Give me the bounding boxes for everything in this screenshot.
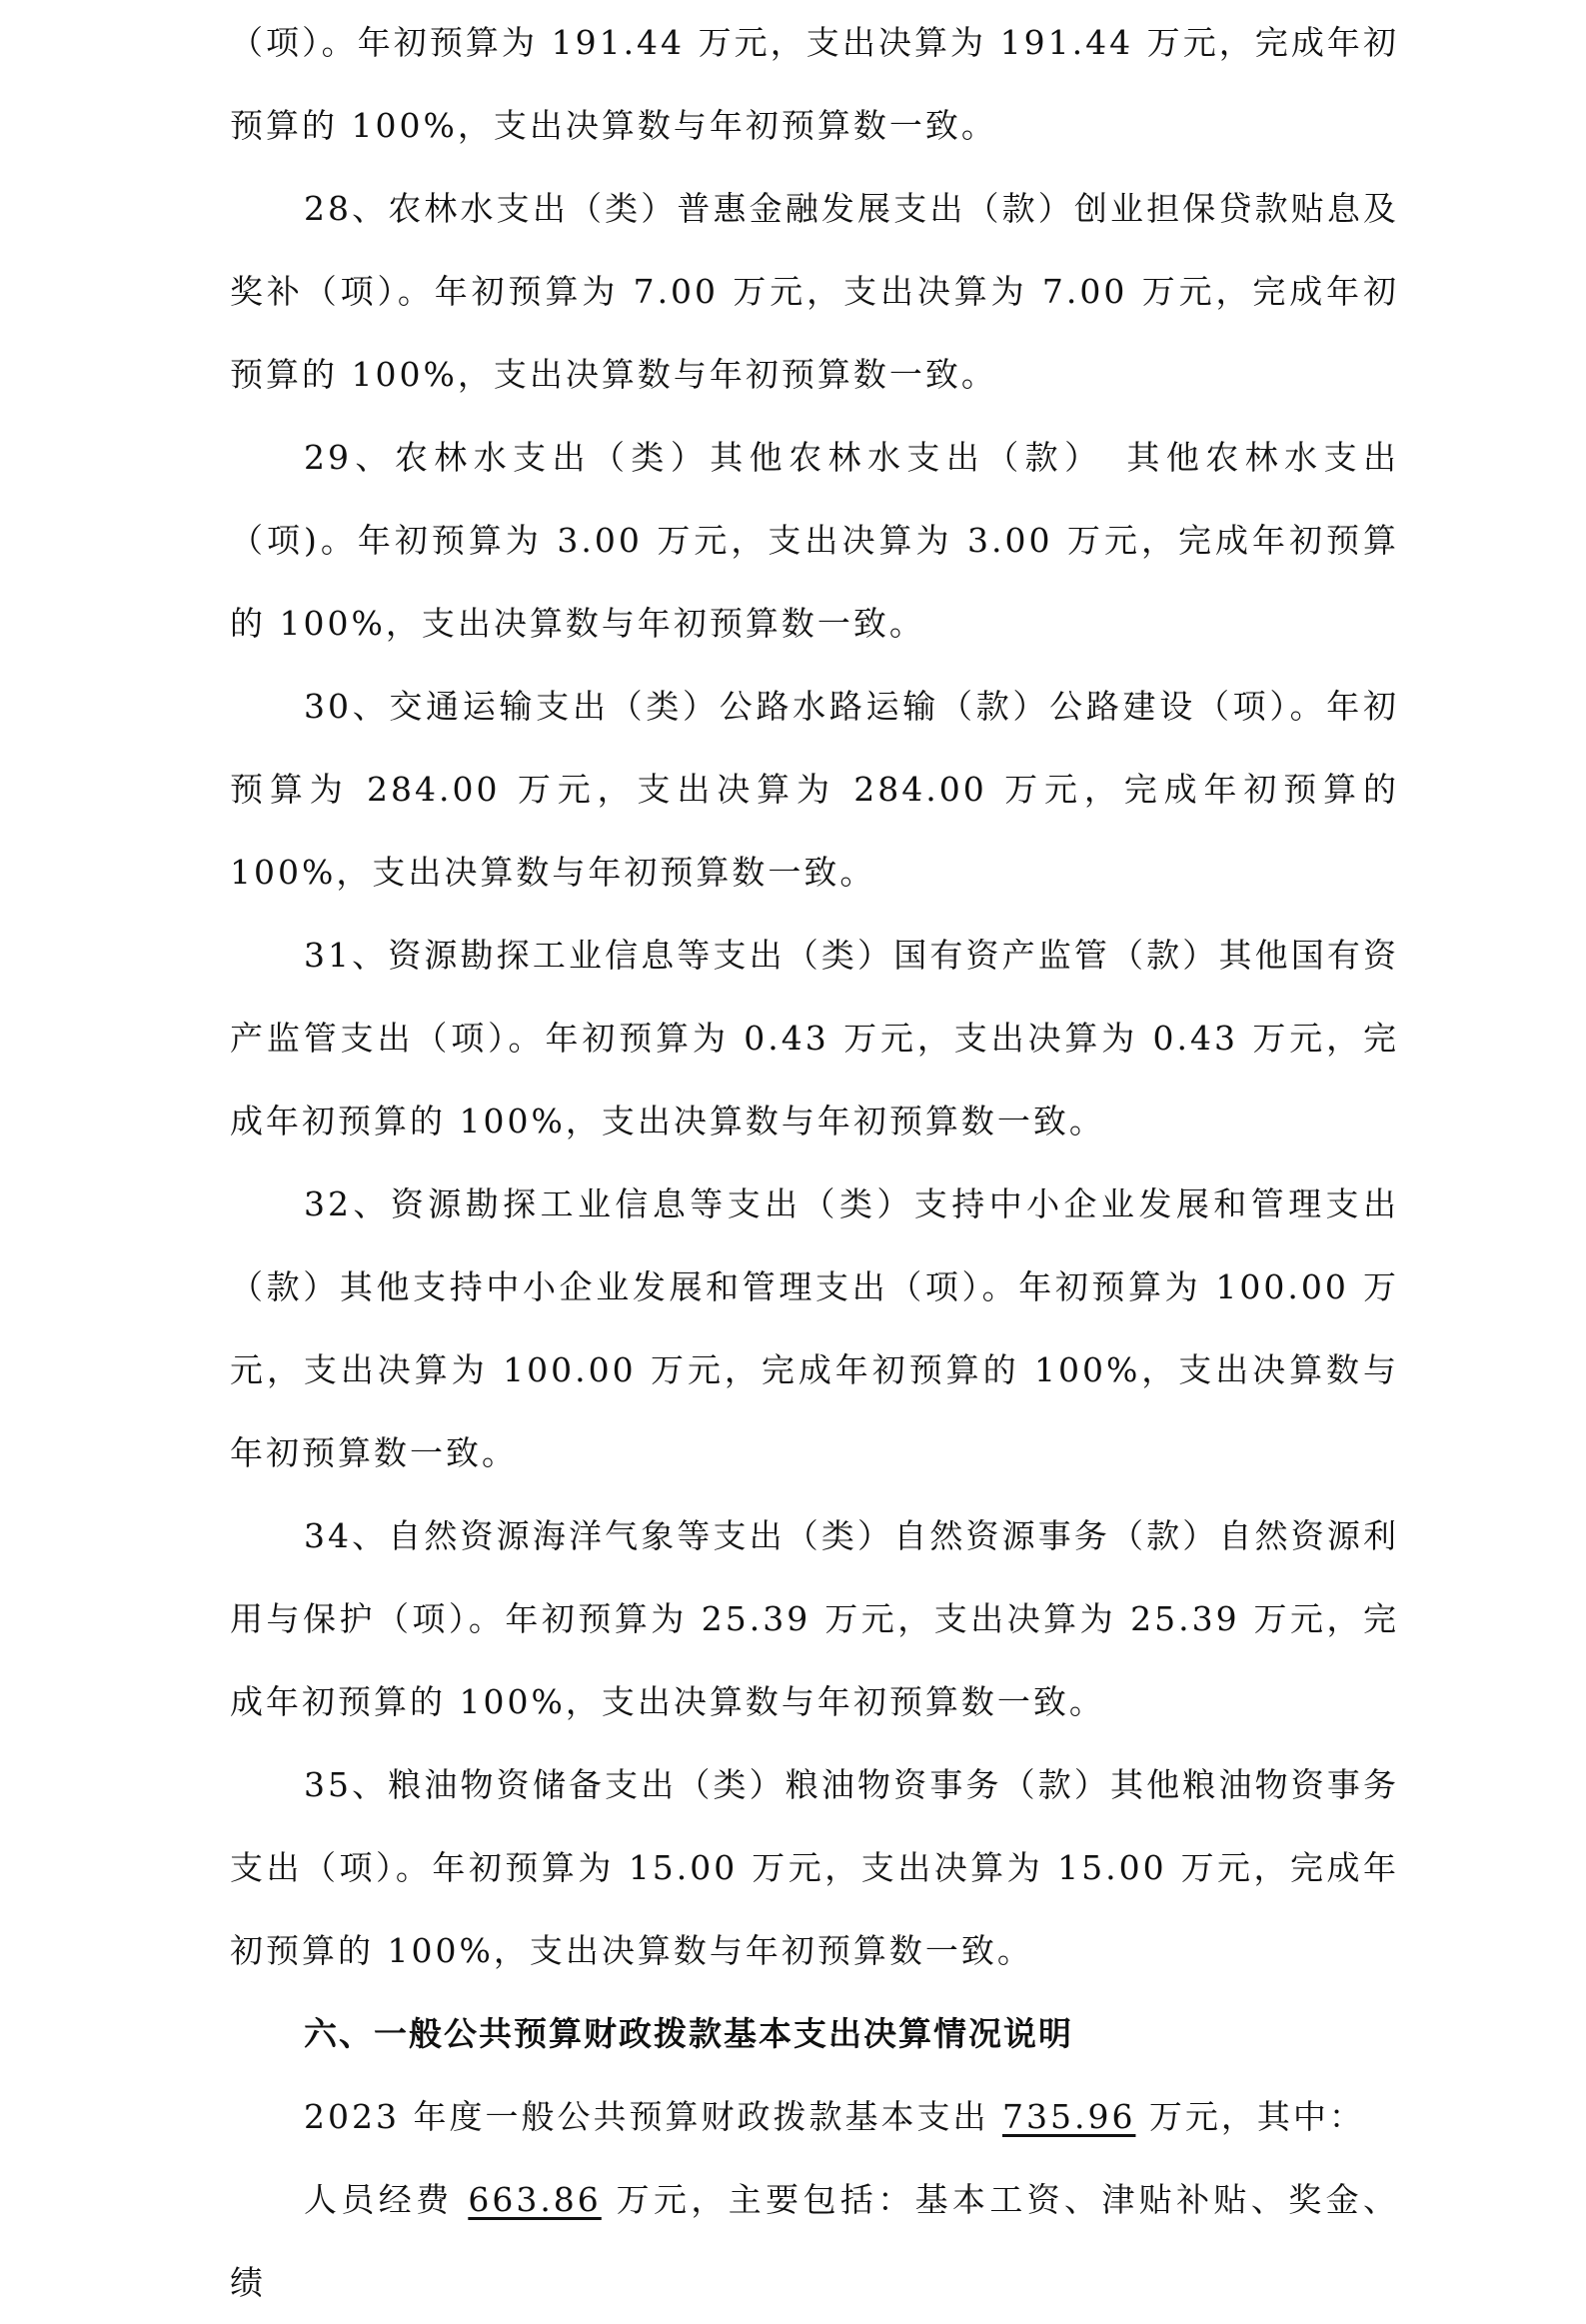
paragraph-30: 30、交通运输支出（类）公路水路运输（款）公路建设（项）。年初预算为 284.00 万元，支出决算为 284.00 万元，完成年初预算的 100%，支出决算数与年初预算数一致。	[230, 687, 1399, 892]
document-page	[230, 0, 1399, 2324]
paragraph-29: 29、农林水支出（类）其他农林水支出（款） 其他农林水支出（项)。年初预算为 3.00 万元，支出决算为 3.00 万元，完成年初预算的 100%，支出决算数与年初预算数一致。	[230, 438, 1399, 643]
paragraph-34: 34、自然资源海洋气象等支出（类）自然资源事务（款）自然资源利用与保护（项）。年初预算为 25.39 万元，支出决算为 25.39 万元，完成年初预算的 100%，支出决算数与年初预算数一致。	[230, 1516, 1399, 1721]
personnel-amount: 663.86	[468, 2180, 602, 2219]
paragraph-28: 28、农林水支出（类）普惠金融发展支出（款）创业担保贷款贴息及奖补（项）。年初预算为 7.00 万元，支出决算为 7.00 万元，完成年初预算的 100%，支出决算数与年初预算数一致。	[230, 189, 1399, 394]
personnel-suffix: 万元，主要包括：基本工资、津贴补贴、奖金、绩	[230, 2180, 1399, 2302]
section-heading: 六、一般公共预算财政拨款基本支出决算情况说明	[304, 2014, 1073, 2053]
personnel-expenditure	[230, 2158, 1399, 2324]
summary-suffix: 万元，其中：	[1135, 2097, 1365, 2136]
summary-prefix: 2023 年度一般公共预算财政拨款基本支出	[304, 2097, 1002, 2136]
paragraph-35: 35、粮油物资储备支出（类）粮油物资事务（款）其他粮油物资事务支出（项）。年初预算为 15.00 万元，支出决算为 15.00 万元，完成年初预算的 100%，支出决算数与年初预算数一致。	[230, 1765, 1399, 1970]
paragraph-31: 31、资源勘探工业信息等支出（类）国有资产监管（款）其他国有资产监管支出（项）。年初预算为 0.43 万元，支出决算为 0.43 万元，完成年初预算的 100%，支出决算数与年初预算数一致。	[230, 936, 1399, 1141]
paragraph-27-continuation: （项）。年初预算为 191.44 万元，支出决算为 191.44 万元，完成年初预算的 100%，支出决算数与年初预算数一致。	[230, 23, 1399, 145]
summary-amount: 735.96	[1001, 2097, 1136, 2136]
personnel-prefix: 人员经费	[304, 2180, 469, 2219]
basic-expenditure-summary	[230, 2075, 1399, 2158]
paragraph-32: 32、资源勘探工业信息等支出（类）支持中小企业发展和管理支出（款）其他支持中小企业发展和管理支出（项）。年初预算为 100.00 万元，支出决算为 100.00 万元，完成年初预算的 100%，支出决算数与年初预算数一致。	[230, 1184, 1399, 1472]
